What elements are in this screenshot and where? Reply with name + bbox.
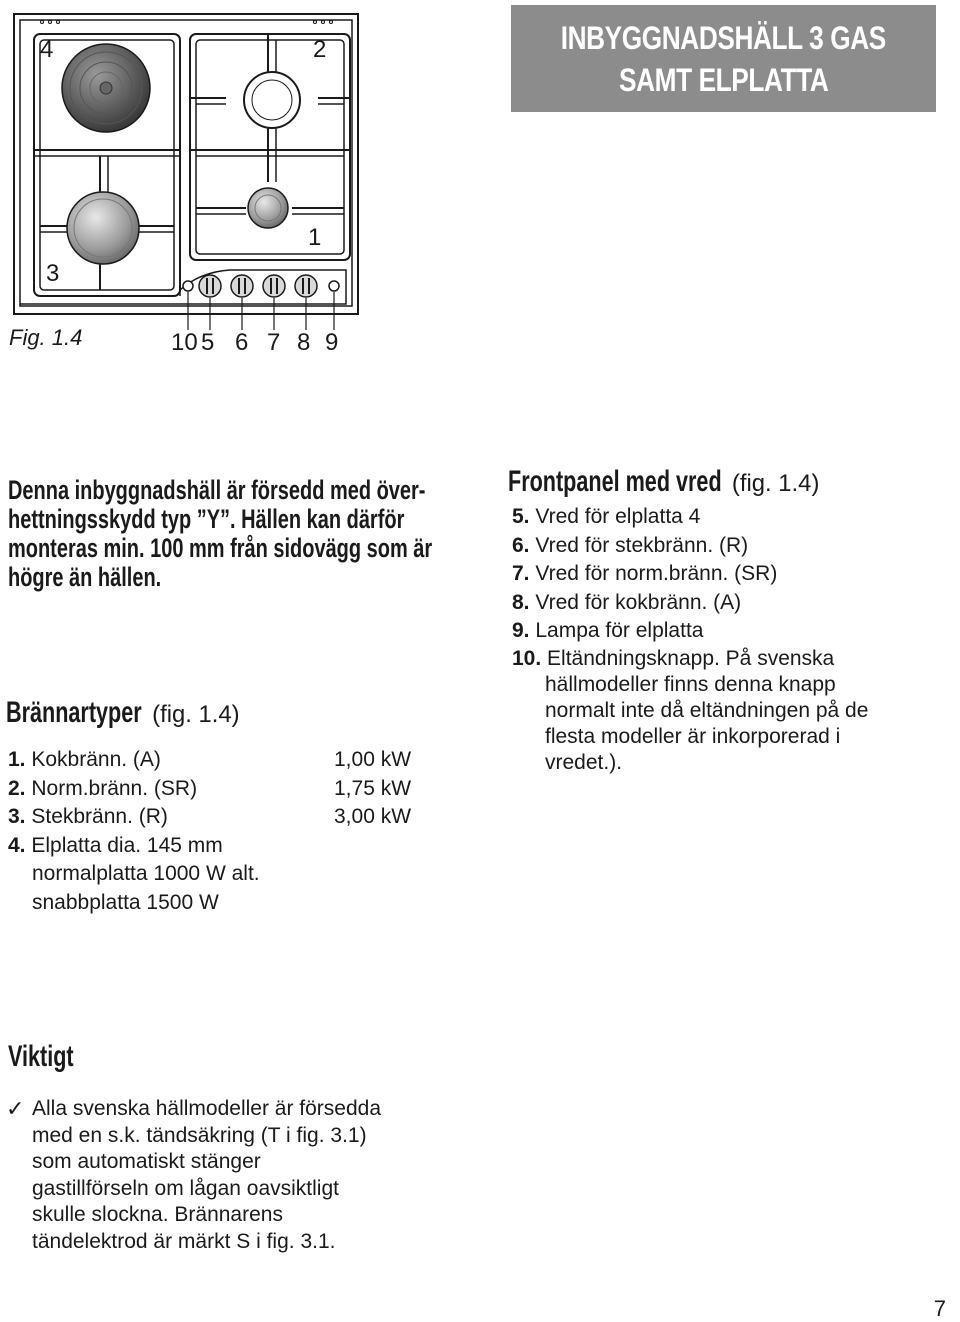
frontpanel-item xyxy=(512,617,952,646)
burners-heading-ref: (fig. 1.4) xyxy=(151,701,240,728)
title-line-2: SAMT ELPLATTA xyxy=(618,61,829,98)
hob-drawing xyxy=(0,0,420,330)
important-heading: Viktigt xyxy=(8,1040,74,1073)
item-text: Vred för kokbränn. (A) xyxy=(535,590,742,614)
burner-num: 2. xyxy=(8,776,26,800)
burner-power: 3,00 kW xyxy=(334,805,412,828)
item-num: 6. xyxy=(512,533,530,557)
page-number: 7 xyxy=(933,1296,946,1321)
item-num: 7. xyxy=(512,562,530,585)
important-block xyxy=(6,1096,466,1255)
label-num-7: 7 xyxy=(267,329,281,356)
label-num-5: 5 xyxy=(201,329,215,356)
frontpanel-item xyxy=(512,503,952,532)
figure-caption: Fig. 1.4 xyxy=(9,325,83,350)
intro-line-3: monteras min. 100 mm från sidovägg som är xyxy=(8,533,433,563)
burners-heading-text: Brännartyper xyxy=(6,696,142,729)
title-line-1: INBYGGNADSHÄLL 3 GAS xyxy=(560,19,887,56)
item-text: Vred för elplatta 4 xyxy=(535,505,701,528)
label-hotplate-4: 4 xyxy=(40,36,54,63)
burner-name: Kokbränn. (A) xyxy=(31,748,161,771)
burners-list xyxy=(8,746,428,917)
item-10-cont-4: vredet.). xyxy=(545,750,623,774)
item-num: 10. xyxy=(512,646,542,670)
burner-num: 3. xyxy=(8,805,26,828)
burner-name: Norm.bränn. (SR) xyxy=(31,776,198,800)
item-num: 8. xyxy=(512,590,530,614)
burner-item xyxy=(8,803,428,832)
item-10-cont-3: flesta modeller är inkorporerad i xyxy=(545,724,841,748)
label-num-6: 6 xyxy=(235,329,249,356)
frontpanel-list xyxy=(512,503,952,776)
burner-name: Stekbränn. (R) xyxy=(31,805,168,828)
important-line-3: som automatiskt stänger xyxy=(32,1150,261,1173)
checkmark-icon: ✓ xyxy=(6,1096,25,1121)
burner-name: Elplatta dia. 145 mm xyxy=(31,833,223,857)
title-box xyxy=(511,5,936,112)
frontpanel-heading xyxy=(508,465,820,499)
label-burner-1: 1 xyxy=(308,224,322,251)
frontpanel-item xyxy=(512,589,952,618)
burner-num: 4. xyxy=(8,833,26,857)
burners-heading xyxy=(6,696,240,730)
item-num: 5. xyxy=(512,505,530,528)
item-text: Vred för norm.bränn. (SR) xyxy=(535,562,778,585)
frontpanel-item xyxy=(512,532,952,561)
label-num-9: 9 xyxy=(325,329,339,356)
burner-power: 1,00 kW xyxy=(334,748,412,771)
burner-item xyxy=(8,832,428,861)
item-num: 9. xyxy=(512,619,530,642)
label-num-8: 8 xyxy=(297,329,311,356)
frontpanel-item xyxy=(512,646,952,672)
important-line-2: med en s.k. tändsäkring (T i fig. 3.1) xyxy=(32,1123,367,1147)
hob-figure xyxy=(0,0,420,400)
intro-line-4: högre än hällen. xyxy=(8,562,162,592)
burner-num: 1. xyxy=(8,748,26,771)
intro-line-1: Denna inbyggnadshäll är försedd med över- xyxy=(8,475,426,505)
item-10-cont-1: hällmodeller finns denna knapp xyxy=(545,672,836,696)
label-burner-2: 2 xyxy=(313,36,327,63)
frontpanel-heading-text: Frontpanel med vred xyxy=(508,465,722,498)
burner-item xyxy=(8,746,428,775)
important-line-6: tändelektrod är märkt S i fig. 3.1. xyxy=(32,1229,336,1253)
burner-power: 1,75 kW xyxy=(334,776,412,800)
burner-item-4-cont-2: snabbplatta 1500 W xyxy=(32,890,219,914)
burner-item-4-cont-1: normalplatta 1000 W alt. xyxy=(32,862,260,885)
frontpanel-heading-ref: (fig. 1.4) xyxy=(731,470,820,497)
frontpanel-item xyxy=(512,560,952,589)
important-line-5: skulle slockna. Brännarens xyxy=(32,1203,283,1226)
item-text: Lampa för elplatta xyxy=(535,619,704,642)
item-10-cont-2: normalt inte då eltändningen på de xyxy=(545,698,869,722)
important-line-1: Alla svenska hällmodeller är försedda xyxy=(32,1097,382,1120)
intro-paragraph xyxy=(8,476,581,592)
burner-item xyxy=(8,775,428,804)
label-num-10: 10 xyxy=(171,329,198,356)
intro-line-2: hettningsskydd typ ”Y”. Hällen kan därför xyxy=(8,504,405,534)
label-burner-3: 3 xyxy=(46,260,60,287)
item-text: Eltändningsknapp. På svenska xyxy=(547,646,835,670)
important-line-4: gastillförseln om lågan oavsiktligt xyxy=(32,1176,339,1200)
item-text: Vred för stekbränn. (R) xyxy=(535,533,749,557)
